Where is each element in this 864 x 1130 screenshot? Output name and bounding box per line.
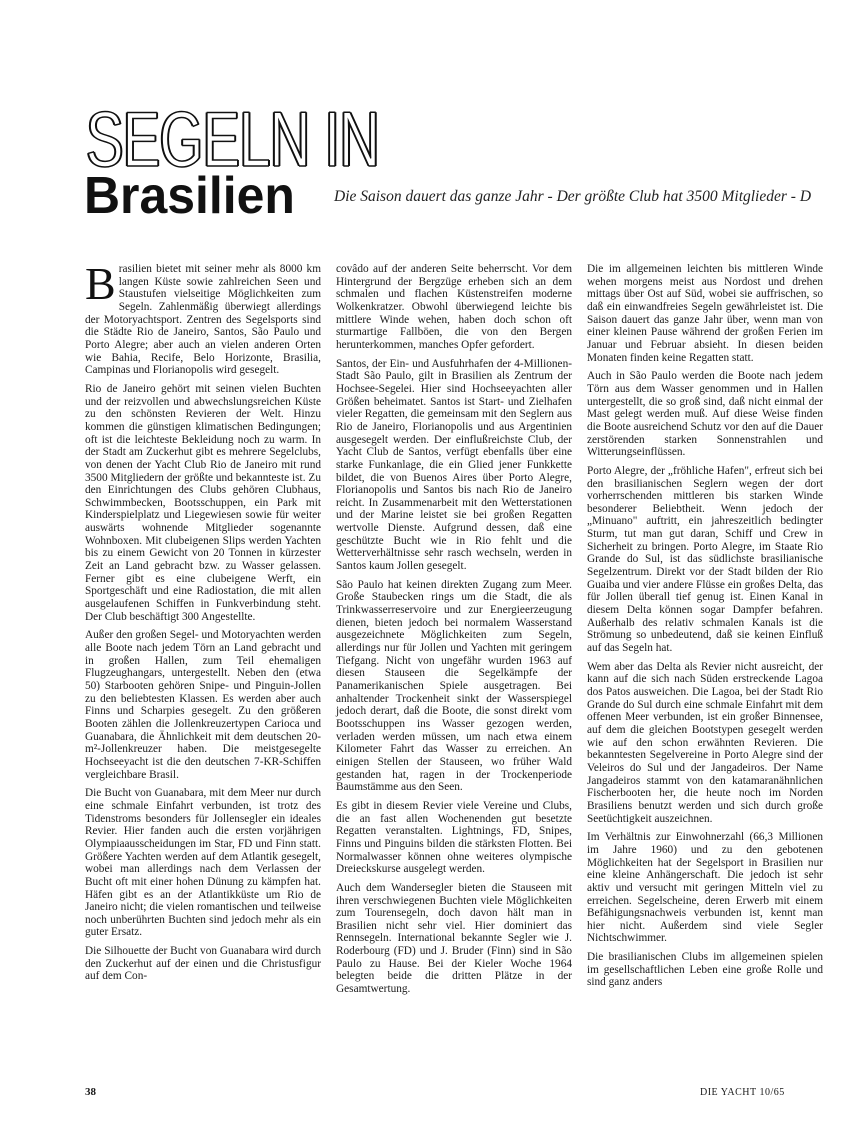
paragraph: Wem aber das Delta als Revier nicht ausreicht, der kann auf die sich nach Süden erstreckende Lagoa dos Patos ausweichen. Die Lagoa, bei der Stadt Rio Grande do Sul durch eine schmale Einfahrt mit dem offenen Meer verbunden, ist ein großer Binnensee, auf dem die gleichen Bootstypen gesegelt werden wie auf den schon erwähnten Revieren. Die bekanntesten Segelvereine in Porto Alegre sind der Veleiros do Sul und der Jangadeiros. Der Name Jangadeiros stammt von den katamaranähnlichen Fischerbooten her, die heute noch im Norden Brasiliens benutzt werden und sich durch große Seetüchtigkeit auszeichnen. bbox=[587, 660, 823, 825]
paragraph: São Paulo hat keinen direkten Zugang zum Meer. Große Staubecken rings um die Stadt, die als Trinkwasserreservoire und zur Energieerzeugung dienen, bieten jedoch bei normalem Wasserstand ausgezeichnete Möglichkeiten zum Segeln, allerdings nur für Jollen und Yachten mit geringem Tiefgang. Nicht von ungefähr wurden 1963 auf diesen Stauseen die Segelkämpfe der Panamerikanischen Spiele ausgetragen. Bei anhaltender Trockenheit sinkt der Wasserspiegel jedoch derart, daß die Boote, die sonst direkt vom Bootsschuppen ins Wasser gezogen werden, verladen werden müssen, um nach etwa einem Kilometer Fahrt das Wasser zu erreichen. An einigen Stellen der Stauseen, wo früher Wald gestanden hat, ragen in der Trockenperiode Baumstämme aus den Seen. bbox=[336, 578, 572, 794]
paragraph: Die Bucht von Guanabara, mit dem Meer nur durch eine schmale Einfahrt verbunden, ist trotz des Tidenstroms besonders für Jollensegler ein ideales Revier. Hier fanden auch die ersten vorjährigen Olympiaausscheidungen im Star, FD und Finn statt. Größere Yachten werden auf dem Atlantik gesegelt, wobei man allerdings nach dem Verlassen der Bucht oft mit einer hohen Dünung zu kämpfen hat. Häfen gibt es an der Atlantikküste um Rio de Janeiro nicht; die vielen romantischen und teilweise noch unberührten Buchten sind jedoch mehr als ein guter Ersatz. bbox=[85, 787, 321, 939]
paragraph: Die Silhouette der Bucht von Guanabara wird durch den Zuckerhut auf der einen und die Christusfigur auf dem Con- bbox=[85, 945, 321, 983]
paragraph: Porto Alegre, der „fröhliche Hafen", erfreut sich bei den brasilianischen Seglern wegen der dort vorherrschenden mittleren bis starken Winde besonderer Beliebtheit. Wenn jedoch der „Minuano" auftritt, ein jahreszeitlich bedingter Sturm, tut man gut daran, Schiff und Crew in Sicherheit zu bringen. Porto Alegre, im Staate Rio Grande do Sul, ist das südlichste brasilianische Segelzentrum. Direkt vor der Stadt bilden der Rio Guaiba und vier andere Flüsse ein großes Delta, das für Jollen überall tief genug ist. Einen Kanal in diesem Delta können sogar Dampfer befahren. Außerhalb des relativ schmalen Kanals ist die Strömung so unbedeutend, daß sie keinen Einfluß auf das Segeln hat. bbox=[587, 464, 823, 655]
article-subtitle: Die Saison dauert das ganze Jahr - Der größte Club hat 3500 Mitglieder - D bbox=[334, 188, 812, 205]
article-title-line2: Brasilien bbox=[84, 167, 295, 225]
paragraph: Außer den großen Segel- und Motoryachten werden alle Boote nach jedem Törn an Land gebracht und in großen Hallen, zum Teil ehemaligen Flugzeughangars, untergestellt. Neben den (etwa 50) Starbooten gehören Snipe- und Pinguin-Jollen zu den beliebtesten Klassen. Es werden aber auch Finns und Scharpies gesegelt. Zu den größeren Booten zählen die Jollenkreuzertypen Carioca und Guanabara, die Ähnlichkeit mit dem deutschen 20-m²-Jollenkreuzer haben. Die meistgesegelte Hochseeyacht ist die den deutschen 7-KR-Schiffen vergleichbare Brasil. bbox=[85, 629, 321, 781]
paragraph: Auch in São Paulo werden die Boote nach jedem Törn aus dem Wasser genommen und in Hallen untergestellt, die so groß sind, daß nicht einmal der Mast gelegt werden muß. Auf diese Weise finden die Boote ausreichend Schutz vor den auf die Dauer zerstörenden starken Sonnenstrahlen und Witterungseinflüssen. bbox=[587, 370, 823, 459]
paragraph: Auch dem Wandersegler bieten die Stauseen mit ihren verschwiegenen Buchten viele Möglichkeiten zum Tourensegeln, doch davon hält man in Brasilien nicht sehr viel. Hier dominiert das Rennsegeln. International bekannte Segler wie J. Roderbourg (FD) und J. Bruder (Finn) sind in São Paulo zu Hause. Bei der Kieler Woche 1964 belegten beide die dritten Plätze in der Gesamtwertung. bbox=[336, 881, 572, 996]
paragraph: Die brasilianischen Clubs im allgemeinen spielen im gesellschaftlichen Leben eine große Rolle und sind ganz anders bbox=[587, 951, 823, 989]
paragraph: Rio de Janeiro gehört mit seinen vielen Buchten und der reizvollen und abwechslungsreichen Küste zu den schönsten Revieren der Welt. Hinzu kommen die günstigen klimatischen Bedingungen; oft ist die leichteste Bekleidung noch zu warm. In der Stadt am Zuckerhut gibt es mehrere Segelclubs, von denen der Yacht Club Rio de Janeiro mit rund 3500 Mitgliedern der größte und bekannteste ist. Zu den Einrichtungen des Clubs gehören Clubhaus, Schwimmbecken, Bootsschuppen, ein Park mit Kinderspielplatz und Liegewiesen sowie für weiter auswärts wohnende Mitglieder sogenannte Wohnboxen. Mit clubeigenen Slips werden Yachten bis zu einem Gewicht von 20 Tonnen in kürzester Zeit an Land gebracht bzw. zu Wasser gelassen. Ferner gibt es eine clubeigene Werft, ein Sportgeschäft und eine Radiostation, die mit allen ausgelaufenen Schiffen in Funkverbindung steht. Der Club beschäftigt 300 Angestellte. bbox=[85, 382, 321, 623]
paragraph: Im Verhältnis zur Einwohnerzahl (66,3 Millionen im Jahre 1960) und zu den gebotenen Möglichkeiten hat der Segelsport in Brasilien nur eine kleine Anhängerschaft. Die jedoch ist sehr aktiv und versucht mit geringen Mitteln viel zu erreichen. Segelscheine, deren Erwerb mit einem Befähigungsnachweis verbunden ist, kennt man hier nicht. Außerdem sind viele Segler Nichtschwimmer. bbox=[587, 831, 823, 945]
magazine-issue: DIE YACHT 10/65 bbox=[700, 1087, 785, 1098]
text-column-3 bbox=[587, 263, 823, 995]
article-title-line1: SEGELN IN bbox=[86, 95, 380, 183]
drop-cap: B bbox=[85, 258, 116, 309]
page-number: 38 bbox=[85, 1086, 96, 1098]
text-column-2 bbox=[336, 263, 572, 1002]
paragraph: Es gibt in diesem Revier viele Vereine und Clubs, die an fast allen Wochenenden gut besetzte Regatten veranstalten. Lightnings, FD, Snipes, Finns und Pinguins bilden die stärksten Flotten. Bei Normalwasser können ohne weiteres olympische Dreieckskurse ausgelegt werden. bbox=[336, 799, 572, 876]
paragraph: Santos, der Ein- und Ausfuhrhafen der 4-Millionen-Stadt São Paulo, gilt in Brasilien als Zentrum der Hochsee-Segelei. Hier sind Hochseeyachten aller Größen beheimatet. Santos ist Start- und Zielhafen vieler Regatten, die gemeinsam mit den Seglern aus Rio de Janeiro, Florianopolis und aus Argentinien ausgesegelt werden. Der einflußreichste Club, der Yacht Club de Santos, verfügt ebenfalls über eine starke Funkanlage, die ein Glied jener Funkkette bildet, die von Buenos Aires über Porto Alegre, Florianopolis und Santos bis nach Rio de Janeiro reicht. In Zusammenarbeit mit den Wetterstationen und der Marine leistet sie bei großen Regatten wertvolle Dienste. Aufgrund dessen, daß eine geschützte Bucht wie in Rio fehlt und die Wetterverhältnisse sehr rasch wechseln, werden in Santos kaum Jollen gesegelt. bbox=[336, 357, 572, 573]
paragraph: Die im allgemeinen leichten bis mittleren Winde wehen morgens meist aus Nordost und drehen mittags über Ost auf Süd, wobei sie auffrischen, so daß ein einwandfreies Segeln gewährleistet ist. Die Saison dauert das ganze Jahr über, wenn man von einer kleinen Pause während der großen Ferien im Januar und Februar absieht. In diesen beiden Monaten finden keine Regatten statt. bbox=[587, 263, 823, 364]
paragraph: Brasilien bietet mit seiner mehr als 8000 km langen Küste sowie zahlreichen Seen und Staustufen vielseitige Möglichkeiten zum Segeln. Zahlenmäßig überwiegt allerdings der Motoryachtsport. Zentren des Segelsports sind die Städte Rio de Janeiro, Santos, São Paulo und Porto Alegre; aber auch an vielen anderen Orten wie Bahia, Recife, Belo Horizonte, Brasilia, Campinas und Florianopolis wird gesegelt. bbox=[85, 258, 321, 377]
text-column-1 bbox=[85, 258, 321, 989]
paragraph: covâdo auf der anderen Seite beherrscht. Vor dem Hintergrund der Bergzüge erheben sich an dem schmalen und flachen Küstenstreifen moderne Wolkenkratzer. Obwohl überwiegend leichte bis mittlere Winde wehen, haben doch schon oft sturmartige Fallböen, die von den Bergen herunterkommen, manches Opfer gefordert. bbox=[336, 263, 572, 351]
